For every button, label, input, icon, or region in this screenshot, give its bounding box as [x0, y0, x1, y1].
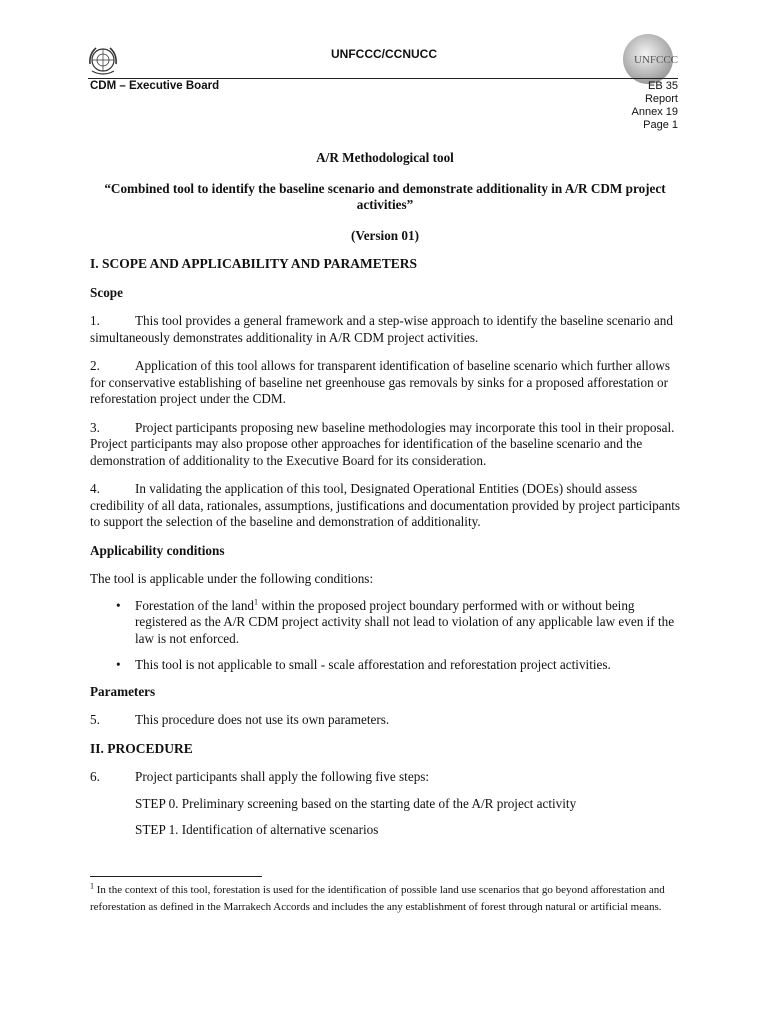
footnote-mark: 1: [90, 881, 94, 891]
footnote-rule: [90, 876, 262, 877]
subheading-scope: Scope: [90, 284, 123, 300]
paragraph-1: [90, 313, 680, 346]
paragraph-text: Project participants shall apply the following five steps:: [135, 769, 430, 784]
paragraph-2: [90, 358, 680, 408]
footnote: [90, 882, 680, 916]
bullet-icon: •: [116, 597, 121, 613]
applicability-list: [90, 598, 680, 674]
section-heading-procedure: II. PROCEDURE: [90, 740, 193, 756]
paragraph-5: [90, 712, 680, 729]
header-org: UNFCCC/CCNUCC: [331, 47, 437, 61]
paragraph-number: 2.: [90, 358, 100, 373]
paragraph-number: 5.: [90, 712, 100, 727]
section-heading-scope: I. SCOPE AND APPLICABILITY AND PARAMETERS: [90, 256, 418, 271]
header-ref-line: Annex 19: [631, 106, 678, 118]
header-board: CDM – Executive Board: [90, 80, 220, 92]
header-ref-line: EB 35: [648, 80, 678, 92]
header-ref-line: Report: [644, 93, 678, 105]
paragraph-text: This procedure does not use its own parameters.: [135, 712, 390, 727]
doc-title: A/R Methodological tool: [316, 150, 454, 165]
subheading-applicability: Applicability conditions: [90, 542, 225, 558]
svg-text:UNFCCC: UNFCCC: [634, 54, 679, 66]
header-rule: [88, 78, 678, 79]
paragraph-text: In validating the application of this tool, Designated Operational Entities (DOEs) should assess credibility of all data, rationales, assumptions, justifications and documentation provided by project participants to support the selection of the baseline and demonstration of additionality.: [90, 481, 680, 529]
step-1: STEP 1. Identification of alternative scenarios: [135, 822, 379, 837]
step-0: STEP 0. Preliminary screening based on the starting date of the A/R project activity: [135, 795, 577, 811]
paragraph-text: This tool provides a general framework and a step-wise approach to identify the baseline scenario and simultaneously demonstrates additionality in A/R CDM project activities.: [90, 313, 673, 345]
footnote-text: In the context of this tool, forestation is used for the identification of possible land use scenarios that go beyond afforestation and reforestation as defined in the Marrakech Accords and includes the any establishment of forest through natural or artificial means.: [90, 884, 665, 913]
paragraph-text: Application of this tool allows for transparent identification of baseline scenario which further allows for conservative establishing of baseline net greenhouse gas removals by sinks for a proposed afforestation or reforestation project under the CDM.: [90, 358, 671, 406]
footnote-ref[interactable]: 1: [254, 597, 259, 607]
paragraph-6: [90, 769, 680, 786]
paragraph-4: [90, 481, 680, 531]
document-body: [90, 150, 680, 849]
paragraph-number: 6.: [90, 769, 100, 784]
subheading-parameters: Parameters: [90, 683, 156, 699]
paragraph-number: 1.: [90, 313, 100, 328]
list-item: • Forestation of the land$^1$ within the proposed project boundary performed with or without being registered as the A/R CDM project activity shall not lead to violation of any applicable law even if the law is not enforced.: [116, 597, 675, 646]
doc-subtitle: “Combined tool to identify the baseline scenario and demonstrate additionality in A/R CDM project activities”: [104, 180, 666, 212]
header-ref-line: Page 1: [643, 119, 678, 131]
doc-version: (Version 01): [350, 227, 419, 243]
applicability-lead: The tool is applicable under the following conditions:: [90, 571, 374, 586]
paragraph-number: 4.: [90, 481, 100, 496]
paragraph-3: [90, 420, 680, 470]
paragraph-number: 3.: [90, 419, 100, 435]
list-item: • This tool is not applicable to small - scale afforestation and reforestation project activities.: [116, 657, 611, 672]
header-reference: [632, 80, 678, 132]
bullet-icon: •: [116, 657, 121, 672]
paragraph-text: Project participants proposing new baseline methodologies may incorporate this tool in their proposal. Project participants may also propose other approaches for identification of the baseline scenario and the demonstration of additionality to the Executive Board for its consideration.: [90, 419, 675, 468]
